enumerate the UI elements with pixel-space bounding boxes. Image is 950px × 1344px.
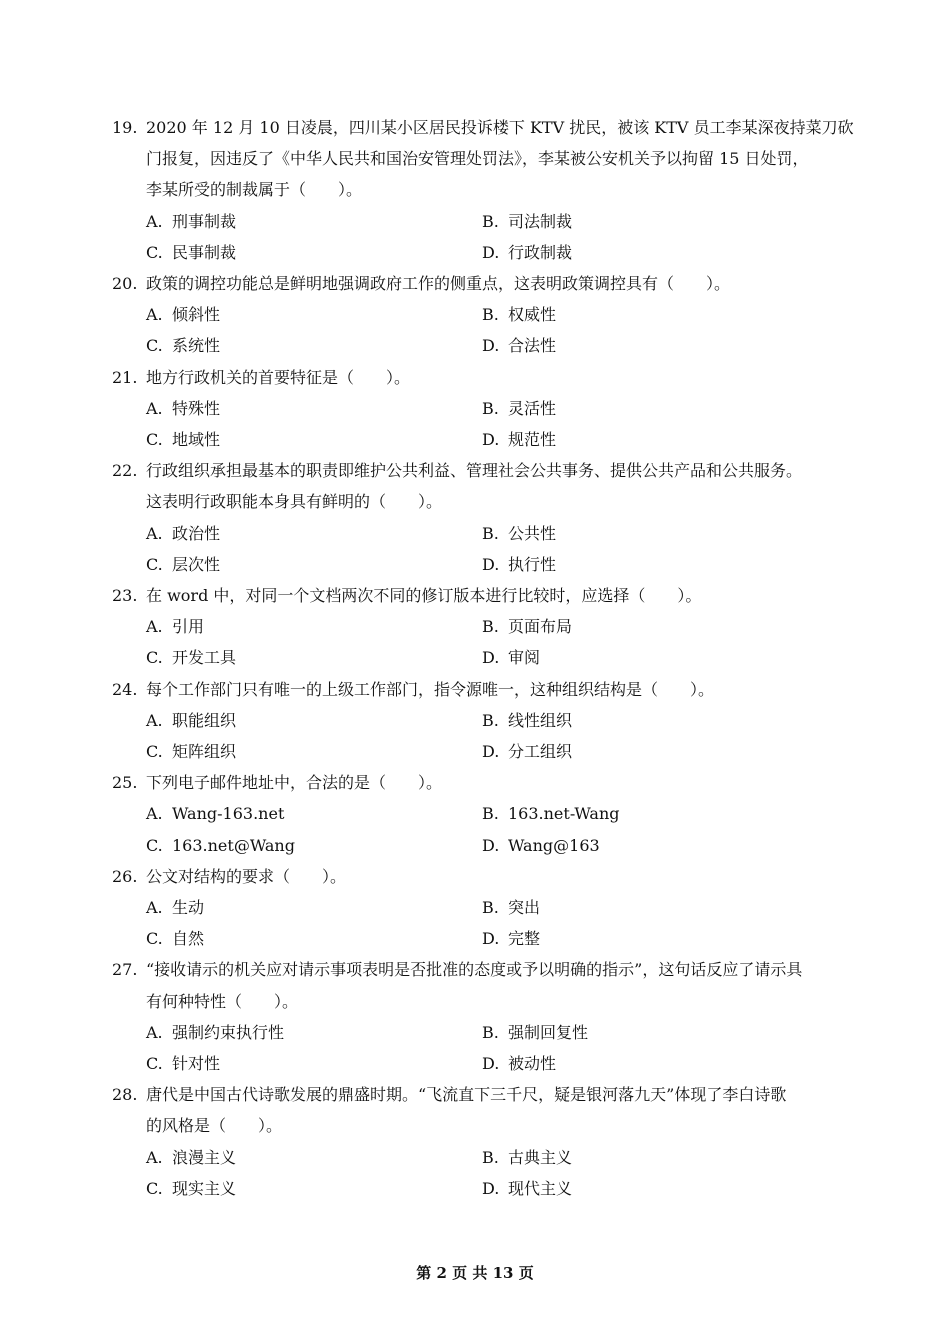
option-a xyxy=(146,524,220,544)
option-d xyxy=(482,1054,556,1074)
option-text: 职能组织 xyxy=(172,710,237,730)
option-letter: B. xyxy=(482,398,499,418)
option-letter: C. xyxy=(146,929,163,949)
option-letter: B. xyxy=(482,710,499,730)
option-b xyxy=(482,1148,572,1168)
option-text: 引用 xyxy=(172,617,205,637)
question-text: 行政组织承担最基本的职责即维护公共利益、管理社会公共事务、提供公共产品和公共服务。 xyxy=(146,461,803,481)
option-text: 行政制裁 xyxy=(508,242,573,262)
option-text: 权威性 xyxy=(508,305,557,325)
option-d xyxy=(482,243,572,263)
option-b xyxy=(482,399,556,419)
option-d xyxy=(482,1179,572,1199)
option-text: 层次性 xyxy=(172,554,221,574)
option-b xyxy=(482,898,540,918)
option-d xyxy=(482,836,600,856)
option-text: 突出 xyxy=(508,898,541,917)
question-number: 25. xyxy=(112,773,138,793)
question-text: 在 word 中，对同一个文档两次不同的修订版本进行比较时，应选择（ ）。 xyxy=(146,586,702,605)
option-letter: C. xyxy=(146,554,163,574)
option-d xyxy=(482,555,556,575)
option-b xyxy=(482,1023,588,1043)
option-text: 执行性 xyxy=(508,554,557,574)
option-b xyxy=(482,617,572,637)
option-letter: B. xyxy=(482,1147,499,1167)
question-text: 的风格是（ ）。 xyxy=(146,1116,283,1136)
option-c xyxy=(146,555,220,575)
option-letter: C. xyxy=(146,242,163,262)
option-letter: A. xyxy=(146,398,163,418)
option-letter: C. xyxy=(146,742,163,761)
option-text: 现实主义 xyxy=(172,1178,237,1198)
question-text: 有何种特性（ ）。 xyxy=(146,991,299,1011)
question-text: 这表明行政职能本身具有鲜明的（ ）。 xyxy=(146,492,443,512)
option-letter: A. xyxy=(146,710,163,730)
option-text: 强制约束执行性 xyxy=(172,1022,285,1042)
option-letter: B. xyxy=(482,804,499,824)
question-text: “接收请示的机关应对请示事项表明是否批准的态度或予以明确的指示”，这句话反应了请示具 xyxy=(146,960,803,980)
option-text: 系统性 xyxy=(172,336,221,356)
question-number: 21. xyxy=(112,367,138,387)
question-number: 27. xyxy=(112,960,138,980)
option-letter: A. xyxy=(146,1147,163,1167)
option-b xyxy=(482,804,620,824)
option-letter: A. xyxy=(146,1022,163,1042)
question-number: 23. xyxy=(112,586,138,605)
option-text: 开发工具 xyxy=(172,648,237,668)
option-text: 页面布局 xyxy=(508,617,573,637)
option-letter: A. xyxy=(146,523,163,543)
option-letter: A. xyxy=(146,211,163,231)
option-text: 民事制裁 xyxy=(172,242,237,262)
option-a xyxy=(146,1148,236,1168)
option-c xyxy=(146,648,236,668)
option-letter: C. xyxy=(146,835,163,855)
option-text: 生动 xyxy=(172,898,205,917)
option-c xyxy=(146,336,220,356)
question-text: 政策的调控功能总是鲜明地强调政府工作的侧重点，这表明政策调控具有（ ）。 xyxy=(146,274,731,293)
option-text: 灵活性 xyxy=(508,398,557,418)
option-d xyxy=(482,336,556,356)
option-letter: C. xyxy=(146,430,163,449)
question-number: 22. xyxy=(112,461,138,481)
question-text: 李某所受的制裁属于（ ）。 xyxy=(146,180,363,200)
option-text: 倾斜性 xyxy=(172,305,221,325)
option-b xyxy=(482,711,572,731)
option-text: 163.net-Wang xyxy=(508,804,620,824)
option-text: 线性组织 xyxy=(508,710,573,730)
option-letter: A. xyxy=(146,617,163,637)
option-text: 163.net@Wang xyxy=(172,835,295,855)
option-text: 自然 xyxy=(172,929,205,949)
option-letter: B. xyxy=(482,305,499,325)
option-b xyxy=(482,212,572,232)
option-letter: B. xyxy=(482,898,499,917)
question-text: 2020 年 12 月 10 日凌晨，四川某小区居民投诉楼下 KTV 扰民，被该 KTV 员工李某深夜持菜刀砍 xyxy=(146,118,854,137)
option-c xyxy=(146,929,204,949)
option-d xyxy=(482,648,540,668)
option-letter: D. xyxy=(482,430,500,449)
option-a xyxy=(146,399,220,419)
option-letter: D. xyxy=(482,742,500,761)
option-letter: C. xyxy=(146,1054,163,1073)
option-letter: D. xyxy=(482,1054,500,1073)
option-text: 完整 xyxy=(508,929,541,949)
option-d xyxy=(482,742,572,762)
option-text: Wang@163 xyxy=(508,835,600,855)
option-text: 被动性 xyxy=(508,1054,557,1073)
option-text: 审阅 xyxy=(508,648,541,668)
option-c xyxy=(146,430,220,450)
question-text: 地方行政机关的首要特征是（ ）。 xyxy=(146,367,411,387)
option-text: 地域性 xyxy=(172,430,221,449)
option-letter: C. xyxy=(146,1178,163,1198)
option-c xyxy=(146,1054,220,1074)
option-text: 针对性 xyxy=(172,1054,221,1073)
option-letter: B. xyxy=(482,211,499,231)
question-text: 公文对结构的要求（ ）。 xyxy=(146,866,347,886)
option-letter: D. xyxy=(482,835,500,855)
option-text: 现代主义 xyxy=(508,1178,573,1198)
option-text: 矩阵组织 xyxy=(172,742,237,761)
option-letter: C. xyxy=(146,336,163,356)
option-letter: D. xyxy=(482,336,500,356)
option-text: 合法性 xyxy=(508,336,557,356)
question-number: 20. xyxy=(112,274,138,293)
option-d xyxy=(482,929,540,949)
option-letter: B. xyxy=(482,617,499,637)
option-letter: A. xyxy=(146,804,163,824)
question-number: 28. xyxy=(112,1085,138,1105)
option-letter: C. xyxy=(146,648,163,668)
option-letter: B. xyxy=(482,523,499,543)
option-b xyxy=(482,305,556,325)
option-text: 规范性 xyxy=(508,430,557,449)
option-letter: A. xyxy=(146,305,163,325)
option-a xyxy=(146,212,236,232)
option-text: 古典主义 xyxy=(508,1147,573,1167)
question-number: 24. xyxy=(112,679,138,699)
option-letter: D. xyxy=(482,648,500,668)
option-text: 分工组织 xyxy=(508,742,573,761)
option-a xyxy=(146,617,204,637)
option-text: 浪漫主义 xyxy=(172,1147,237,1167)
option-c xyxy=(146,1179,236,1199)
option-letter: D. xyxy=(482,1178,500,1198)
option-letter: A. xyxy=(146,898,163,917)
option-text: Wang-163.net xyxy=(172,804,285,824)
question-number: 19. xyxy=(112,118,138,137)
option-b xyxy=(482,524,556,544)
option-a xyxy=(146,804,284,824)
option-c xyxy=(146,243,236,263)
option-letter: D. xyxy=(482,554,500,574)
option-text: 强制回复性 xyxy=(508,1022,589,1042)
option-letter: D. xyxy=(482,929,500,949)
question-text: 门报复，因违反了《中华人民共和国治安管理处罚法》，李某被公安机关予以拘留 15 日处罚， xyxy=(146,149,809,169)
option-text: 公共性 xyxy=(508,523,557,543)
option-letter: D. xyxy=(482,242,500,262)
question-text: 唐代是中国古代诗歌发展的鼎盛时期。“飞流直下三千尺，疑是银河落九天”体现了李白诗歌 xyxy=(146,1085,787,1105)
page-footer: 第 2 页 共 13 页 xyxy=(416,1264,534,1282)
option-d xyxy=(482,430,556,450)
option-letter: B. xyxy=(482,1022,499,1042)
question-text: 下列电子邮件地址中，合法的是（ ）。 xyxy=(146,773,443,793)
option-a xyxy=(146,1023,284,1043)
option-text: 特殊性 xyxy=(172,398,221,418)
option-text: 政治性 xyxy=(172,523,221,543)
option-text: 刑事制裁 xyxy=(172,211,237,231)
option-c xyxy=(146,836,295,856)
option-a xyxy=(146,305,220,325)
option-a xyxy=(146,711,236,731)
option-a xyxy=(146,898,204,918)
option-c xyxy=(146,742,236,762)
question-text: 每个工作部门只有唯一的上级工作部门，指令源唯一，这种组织结构是（ ）。 xyxy=(146,679,715,699)
question-number: 26. xyxy=(112,866,138,886)
option-text: 司法制裁 xyxy=(508,211,573,231)
